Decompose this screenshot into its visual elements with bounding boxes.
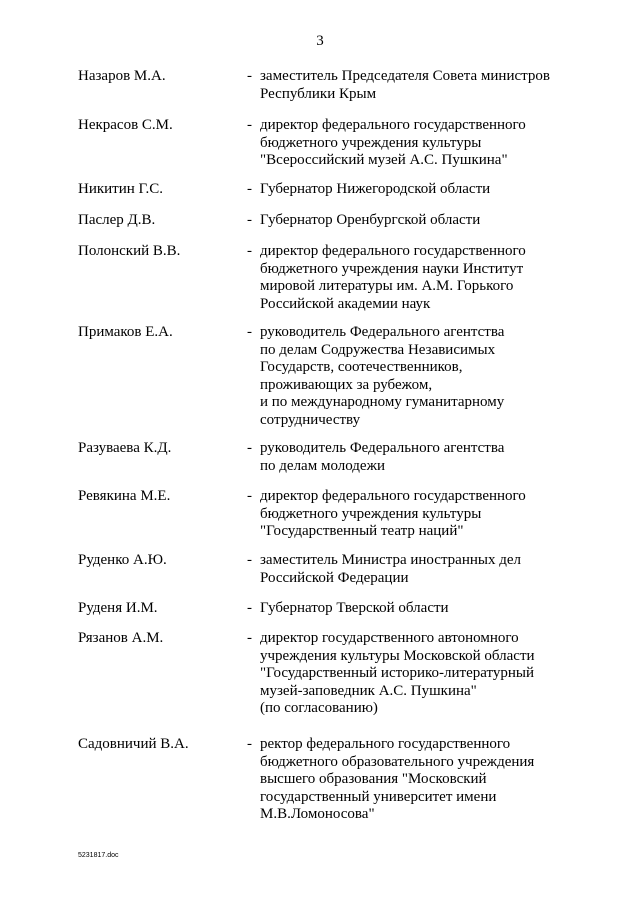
position-description	[260, 243, 560, 313]
page-number: 3	[316, 33, 324, 49]
description-line: директор федерального государственного	[260, 243, 526, 259]
dash-separator: -	[247, 600, 252, 616]
dash-separator: -	[247, 212, 252, 228]
person-name: Полонский В.В.	[78, 243, 181, 259]
person-name: Руденя И.М.	[78, 600, 158, 616]
person-name: Примаков Е.А.	[78, 324, 173, 340]
description-line: высшего образования "Московский	[260, 771, 487, 787]
description-line: "Государственный историко-литературный	[260, 665, 535, 681]
dash-separator: -	[247, 736, 252, 752]
description-line: бюджетного учреждения культуры	[260, 134, 482, 151]
description-line: Государств, соотечественников,	[260, 359, 463, 375]
description-line: Губернатор Нижегородской области	[260, 181, 491, 197]
position-description	[260, 324, 560, 429]
description-line: "Государственный театр наций"	[260, 523, 464, 539]
description-line: заместитель Председателя Совета министров	[260, 68, 550, 84]
description-line: Российской Федерации	[260, 569, 409, 586]
person-name: Назаров М.А.	[78, 68, 166, 84]
description-line: бюджетного учреждения культуры	[260, 505, 482, 522]
dash-separator: -	[247, 440, 252, 456]
dash-separator: -	[247, 488, 252, 504]
person-name: Разуваева К.Д.	[78, 440, 172, 456]
description-line: бюджетного образовательного учреждения	[260, 753, 535, 770]
document-filename: 5231817.doc	[78, 852, 119, 859]
description-line: Губернатор Тверской области	[260, 600, 449, 616]
position-description	[260, 488, 560, 541]
dash-separator: -	[247, 181, 252, 197]
description-line: Российской академии наук	[260, 295, 431, 312]
description-line: директор государственного автономного	[260, 630, 519, 646]
description-line: музей-заповедник А.С. Пушкина"	[260, 682, 477, 699]
dash-separator: -	[247, 117, 252, 133]
description-line: ректор федерального государственного	[260, 736, 511, 752]
description-line: проживающих за рубежом,	[260, 376, 433, 393]
person-name: Садовничий В.А.	[78, 736, 189, 752]
person-name: Никитин Г.С.	[78, 181, 164, 197]
description-line: Губернатор Оренбургской области	[260, 212, 481, 228]
description-line: "Всероссийский музей А.С. Пушкина"	[260, 152, 508, 168]
position-description	[260, 736, 560, 824]
person-name: Паслер Д.В.	[78, 212, 156, 228]
description-line: сотрудничеству	[260, 411, 361, 428]
description-line: директор федерального государственного	[260, 117, 526, 133]
position-description	[260, 552, 560, 587]
position-description	[260, 117, 560, 170]
dash-separator: -	[247, 630, 252, 646]
description-line: государственный университет имени	[260, 788, 497, 805]
position-description	[260, 181, 560, 199]
description-line: учреждения культуры Московской области	[260, 647, 535, 664]
position-description	[260, 600, 560, 618]
description-line: М.В.Ломоносова"	[260, 806, 375, 822]
position-description	[260, 630, 560, 718]
description-line: бюджетного учреждения науки Институт	[260, 260, 524, 277]
person-name: Руденко А.Ю.	[78, 552, 167, 568]
person-name: Ревякина М.Е.	[78, 488, 171, 504]
position-description	[260, 68, 560, 103]
description-line: руководитель Федерального агентства	[260, 324, 505, 340]
description-line: директор федерального государственного	[260, 488, 526, 504]
description-line: руководитель Федерального агентства	[260, 440, 505, 456]
description-line: Республики Крым	[260, 85, 377, 102]
dash-separator: -	[247, 243, 252, 259]
description-line: (по согласованию)	[260, 700, 378, 716]
description-line: мировой литературы им. А.М. Горького	[260, 278, 514, 294]
person-name: Рязанов А.М.	[78, 630, 164, 646]
dash-separator: -	[247, 324, 252, 340]
dash-separator: -	[247, 68, 252, 84]
description-line: и по международному гуманитарному	[260, 394, 505, 410]
dash-separator: -	[247, 552, 252, 568]
description-line: по делам молодежи	[260, 457, 385, 474]
description-line: заместитель Министра иностранных дел	[260, 552, 521, 568]
position-description	[260, 440, 560, 475]
person-name: Некрасов С.М.	[78, 117, 173, 133]
position-description	[260, 212, 560, 230]
description-line: по делам Содружества Независимых	[260, 341, 496, 358]
